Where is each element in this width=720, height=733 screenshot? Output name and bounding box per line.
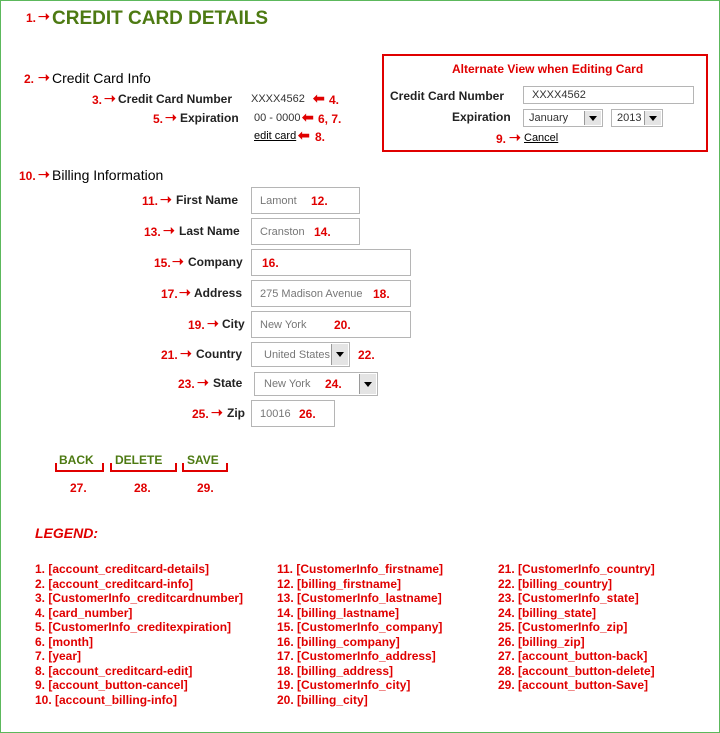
legend-item: 24. [billing_state] [498, 605, 597, 620]
annotation-1: 1. [26, 11, 37, 25]
arrow-icon: ➝ [207, 315, 219, 331]
annotation-25: 25. [192, 407, 209, 421]
annotation-29: 29. [197, 481, 214, 495]
save-button[interactable]: SAVE [187, 453, 219, 467]
state-select[interactable] [254, 372, 378, 396]
legend-column-2 [277, 562, 443, 707]
annotation-23: 23. [178, 377, 195, 391]
annotation-6-7: 6, 7. [318, 112, 342, 126]
chevron-down-icon [644, 111, 661, 125]
annotation-16: 16. [262, 256, 279, 270]
annotation-26: 26. [299, 407, 316, 421]
year-select-value: 2013 [617, 112, 642, 124]
annotation-20: 20. [334, 318, 351, 332]
legend-item: 13. [CustomerInfo_lastname] [277, 591, 442, 605]
annotation-21: 21. [161, 348, 178, 362]
legend-item: 4. [card_number] [35, 605, 133, 620]
expiration-value: 00 - 0000 [254, 112, 301, 124]
state-select-value: New York [264, 378, 311, 390]
annotation-13: 13. [144, 225, 161, 239]
legend-item: 27. [account_button-back] [498, 649, 648, 663]
arrow-icon: ➝ [180, 345, 192, 361]
arrow-left-icon: ⬅ [302, 109, 314, 125]
country-select[interactable] [251, 342, 350, 367]
arrow-icon: ➝ [163, 222, 175, 238]
zip-label: Zip [227, 406, 245, 420]
legend-item: 6. [month] [35, 634, 93, 649]
legend-item: 23. [CustomerInfo_state] [498, 591, 639, 605]
alt-credit-card-number-label: Credit Card Number [390, 89, 505, 103]
annotation-28: 28. [134, 481, 151, 495]
annotation-4: 4. [329, 93, 340, 107]
annotation-11: 11. [142, 194, 159, 208]
legend-item: 28. [account_button-delete] [498, 663, 655, 678]
annotation-3: 3. [92, 93, 103, 107]
arrow-left-icon: ⬅ [313, 90, 325, 106]
cancel-link[interactable]: Cancel [524, 132, 559, 144]
annotation-18: 18. [373, 287, 390, 301]
legend-item: 5. [CustomerInfo_creditexpiration] [35, 620, 232, 634]
last-name-input[interactable] [251, 218, 360, 245]
bracket-marker [55, 463, 104, 472]
alt-expiration-label: Expiration [452, 110, 511, 124]
arrow-icon: ➝ [509, 129, 521, 145]
legend-item: 1. [account_creditcard-details] [35, 562, 210, 576]
chevron-down-icon [359, 374, 376, 394]
legend-item: 19. [CustomerInfo_city] [277, 678, 411, 692]
annotation-22: 22. [358, 348, 375, 362]
legend-item: 18. [billing_address] [277, 663, 394, 678]
edit-card-link[interactable]: edit card [254, 130, 297, 142]
alt-credit-card-number-input[interactable] [523, 86, 694, 104]
address-label: Address [194, 286, 243, 300]
zip-input[interactable] [251, 400, 335, 427]
delete-button[interactable]: DELETE [115, 453, 163, 467]
bracket-marker [182, 463, 228, 472]
annotation-2: 2. [24, 72, 35, 86]
annotation-19: 19. [188, 318, 205, 332]
legend-item: 16. [billing_company] [277, 634, 400, 649]
legend-item: 15. [CustomerInfo_company] [277, 620, 443, 634]
arrow-left-icon: ⬅ [298, 127, 310, 143]
legend-item: 7. [year] [35, 649, 82, 663]
arrow-icon: ➝ [38, 8, 50, 24]
arrow-icon: ➝ [211, 404, 223, 420]
credit-card-info-heading: Credit Card Info [52, 70, 151, 86]
legend-item: 20. [billing_city] [277, 692, 368, 707]
legend-item: 17. [CustomerInfo_address] [277, 649, 436, 663]
legend-item: 8. [account_creditcard-edit] [35, 663, 193, 678]
annotation-15: 15. [154, 256, 171, 270]
arrow-icon: ➝ [197, 374, 209, 390]
legend-item: 9. [account_button-cancel] [35, 678, 188, 692]
annotation-14: 14. [314, 225, 331, 239]
bracket-marker [110, 463, 177, 472]
credit-card-number-value: XXXX4562 [251, 93, 305, 105]
city-input[interactable] [251, 311, 411, 338]
annotation-17: 17. [161, 287, 178, 301]
billing-information-heading: Billing Information [52, 167, 164, 183]
arrow-icon: ➝ [104, 90, 116, 106]
chevron-down-icon [331, 344, 348, 365]
company-label: Company [188, 255, 243, 269]
legend-item: 21. [CustomerInfo_country] [498, 562, 655, 576]
year-select[interactable] [611, 109, 663, 127]
country-label: Country [196, 347, 242, 361]
alternate-view-panel [382, 54, 708, 152]
annotation-27: 27. [70, 481, 87, 495]
legend-item: 2. [account_creditcard-info] [35, 576, 194, 591]
city-label: City [222, 317, 245, 331]
arrow-icon: ➝ [165, 109, 177, 125]
legend-item: 29. [account_button-Save] [498, 678, 649, 692]
legend-item: 11. [CustomerInfo_firstname] [277, 562, 444, 576]
chevron-down-icon [584, 111, 601, 125]
arrow-icon: ➝ [179, 284, 191, 300]
expiration-label: Expiration [180, 111, 239, 125]
first-name-label: First Name [176, 193, 239, 207]
annotation-5: 5. [153, 112, 164, 126]
state-label: State [213, 376, 243, 390]
legend-item: 3. [CustomerInfo_creditcardnumber] [35, 591, 244, 605]
annotation-8: 8. [315, 130, 326, 144]
month-select[interactable] [523, 109, 603, 127]
legend-column-1 [35, 562, 243, 707]
credit-card-number-label: Credit Card Number [118, 92, 233, 106]
arrow-icon: ➝ [160, 191, 172, 207]
first-name-input[interactable] [251, 187, 360, 214]
legend-item: 25. [CustomerInfo_zip] [498, 620, 628, 634]
legend-column-3 [498, 562, 655, 693]
legend-item: 10. [account_billing-info] [35, 692, 178, 707]
legend-item: 12. [billing_firstname] [277, 576, 402, 591]
arrow-icon: ➝ [38, 69, 50, 85]
legend-item: 26. [billing_zip] [498, 634, 585, 649]
legend-item: 22. [billing_country] [498, 576, 613, 591]
annotation-24: 24. [325, 377, 342, 391]
annotation-12: 12. [311, 194, 328, 208]
country-select-value: United States [264, 348, 331, 361]
annotation-10: 10. [19, 169, 36, 183]
annotation-9: 9. [496, 132, 507, 146]
legend-title: LEGEND: [35, 525, 98, 541]
month-select-value: January [529, 112, 569, 124]
page-title: CREDIT CARD DETAILS [52, 8, 269, 29]
legend-item: 14. [billing_lastname] [277, 605, 400, 620]
arrow-icon: ➝ [38, 166, 50, 182]
back-button[interactable]: BACK [59, 453, 94, 467]
arrow-icon: ➝ [172, 253, 184, 269]
alternate-view-heading: Alternate View when Editing Card [452, 62, 644, 76]
last-name-label: Last Name [179, 224, 240, 238]
